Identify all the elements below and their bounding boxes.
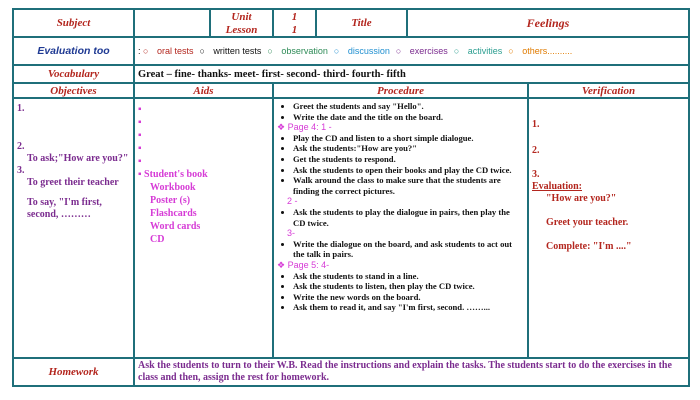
procedure-step2-list <box>277 207 524 228</box>
circle-icon: ○ <box>453 45 462 56</box>
homework-text: Ask the students to turn to their W.B. Read the instructions and explain the tasks. The students start to do the exercises in the class and then, assign the rest for homework. <box>134 358 689 386</box>
objective-number-3: 3. <box>17 165 25 176</box>
lesson-label: Lesson <box>210 23 273 37</box>
verification-number-2: 2. <box>532 145 540 156</box>
evaluation-label: Evaluation too <box>13 37 134 65</box>
unit-label: Unit <box>210 9 273 23</box>
evaluation-heading: Evaluation: <box>532 181 583 192</box>
evaluation-tool-label: written tests <box>213 45 262 56</box>
aids-cell: ▪ ▪ ▪ ▪ ▪ ▪ Student's book Workbook Poster (s) Flashcards Word cards CD <box>134 98 273 358</box>
circle-icon: ○ <box>395 45 404 56</box>
lesson-plan-table <box>12 8 690 387</box>
circle-icon: ○ <box>508 45 517 56</box>
vocabulary-value: Great – fine- thanks- meet- first- second- third- fourth- fifth <box>134 65 689 83</box>
homework-label: Homework <box>13 358 134 386</box>
circle-icon: ○ <box>143 45 151 56</box>
objective-number-1: 1. <box>17 103 25 114</box>
subject-label: Subject <box>13 9 134 37</box>
aid-item-label: CD <box>150 234 165 245</box>
procedure-item: • Ask the students to play the dialogue in pairs, then play the CD twice. <box>293 207 524 228</box>
procedure-item: • Write the dialogue on the board, and ask students to act out the talk in pairs. <box>293 239 524 260</box>
bullet-icon: ▪ <box>138 169 145 180</box>
aids-header: Aids <box>134 83 273 98</box>
aid-item-label: Poster (s) <box>150 195 191 206</box>
procedure-item: • Greet the students and say "Hello". <box>293 101 524 112</box>
aid-item <box>138 233 269 246</box>
procedure-step3-list <box>277 239 524 260</box>
evaluation-tool <box>508 46 572 56</box>
procedure-item: • Walk around the class to make sure that the students are finding the correct pictures. <box>293 175 524 196</box>
circle-icon: ○ <box>333 45 342 56</box>
procedure-page5-heading: ❖ Page 5: 4- <box>277 259 330 270</box>
procedure-item: • Ask the students:"How are you?" <box>293 143 524 154</box>
procedure-step2-number: 2 - <box>287 196 298 207</box>
verification-question-3: Complete: "I'm ...." <box>546 241 632 252</box>
procedure-item: • Ask the students to stand in a line. <box>293 271 524 282</box>
procedure-item: • Play the CD and listen to a short simple dialogue. <box>293 133 524 144</box>
aid-item-label: Student's book <box>144 169 208 180</box>
evaluation-tools <box>134 37 689 65</box>
evaluation-tool <box>334 46 390 56</box>
verification-number-1: 1. <box>532 119 540 130</box>
evaluation-tool-label: discussion <box>347 45 390 56</box>
evaluation-tool-label: oral tests <box>156 45 194 56</box>
objective-3a: To greet their teacher <box>27 177 119 188</box>
procedure-item: • Get the students to respond. <box>293 154 524 165</box>
aid-item-label: Flashcards <box>150 208 197 219</box>
objectives-cell <box>13 98 134 358</box>
procedure-item: • Write the date and the title on the board. <box>293 112 524 123</box>
objective-2: To ask;"How are you?" <box>27 153 129 164</box>
vocabulary-label: Vocabulary <box>13 65 134 83</box>
verification-question-1: "How are you?" <box>546 193 617 204</box>
title-label: Title <box>316 9 407 37</box>
evaluation-tool-label: observation <box>281 45 328 56</box>
evaluation-tool <box>267 46 327 56</box>
evaluation-tool-label: others.......... <box>522 45 573 56</box>
unit-value: 1 <box>273 9 316 23</box>
title-value: Feelings <box>407 9 689 37</box>
evaluation-tool-label: exercises <box>409 45 448 56</box>
procedure-cell <box>273 98 528 358</box>
lesson-value: 1 <box>273 23 316 37</box>
aid-item <box>138 194 269 207</box>
aids-list <box>138 168 269 246</box>
procedure-step3-number: 3- <box>287 228 296 239</box>
circle-icon: ○ <box>267 45 276 56</box>
procedure-intro-list <box>277 101 524 122</box>
evaluation-tool <box>396 46 448 56</box>
evaluation-tool <box>199 46 261 56</box>
procedure-step1-list <box>277 133 524 197</box>
aid-item <box>138 220 269 233</box>
evaluation-tool <box>143 46 193 56</box>
procedure-item: • Ask them to read it, and say "I'm first, second. ……... <box>293 302 524 313</box>
aid-item-label: Workbook <box>150 182 196 193</box>
aid-item <box>138 181 269 194</box>
verification-cell <box>528 98 689 358</box>
aid-item <box>138 207 269 220</box>
circle-icon: ○ <box>199 45 208 56</box>
procedure-page4-heading: ❖ Page 4: 1 - <box>277 122 332 133</box>
procedure-item: • Ask the students to open their books and play the CD twice. <box>293 165 524 176</box>
procedure-header: Procedure <box>273 83 528 98</box>
verification-number-3: 3. <box>532 169 540 180</box>
verification-header: Verification <box>528 83 689 98</box>
objectives-header: Objectives <box>13 83 134 98</box>
procedure-item: • Write the new words on the board. <box>293 292 524 303</box>
objective-number-2: 2. <box>17 141 25 152</box>
procedure-step4-list <box>277 271 524 313</box>
evaluation-tools-list: : ○ oral tests ○ written tests ○ observation ○ discussion ○ exercises ○ activities ○ others.......... <box>138 45 573 56</box>
subject-value <box>134 9 210 37</box>
evaluation-tool-label: activities <box>467 45 503 56</box>
aid-item <box>138 168 269 181</box>
evaluation-tool <box>454 46 502 56</box>
verification-question-2: Greet your teacher. <box>546 217 629 228</box>
procedure-item: • Ask the students to listen, then play the CD twice. <box>293 281 524 292</box>
objective-3b: To say, "I'm first, second, ……… <box>27 197 102 220</box>
aid-item-label: Word cards <box>150 221 201 232</box>
